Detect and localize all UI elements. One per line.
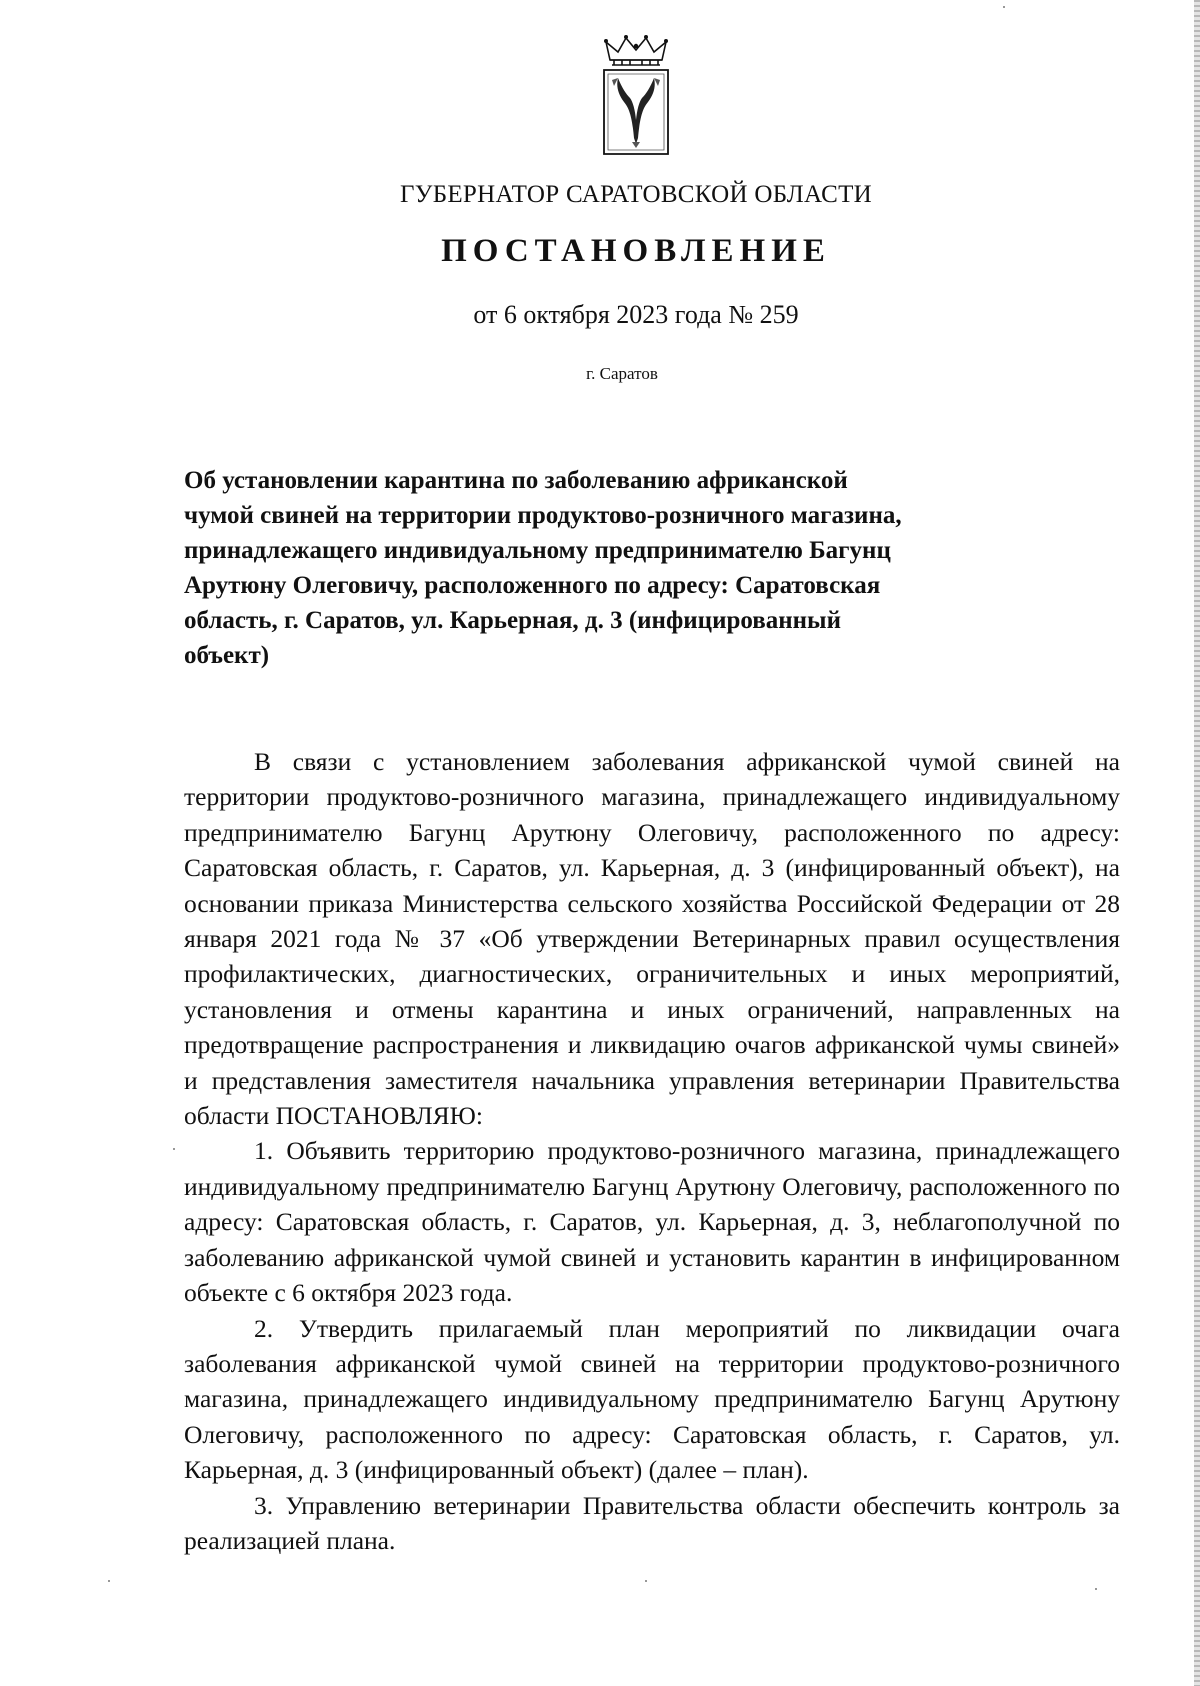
issuing-authority: ГУБЕРНАТОР САРАТОВСКОЙ ОБЛАСТИ <box>399 181 873 208</box>
scan-speck <box>173 1148 175 1150</box>
document-type-title: ПОСТАНОВЛЕНИЕ <box>441 233 831 269</box>
scan-speck <box>1095 1588 1097 1590</box>
scan-speck <box>1003 6 1005 8</box>
preamble-paragraph: В связи с установлением заболевания африканской чумой свиней на территории продуктово-розничного магазина, принадлежащего индивидуальному предпринимателю Багунц Арутюну Олеговичу, расположенного по адресу: Саратовская область, г. Саратов, ул. Карьерная, д. 3 (инфицированный объект), на основании приказа Министерства сельского хозяйства Российской Федерации от 28 января 2021 года № 37 «Об утверждении Ветеринарных правил осуществления профилактических, диагностических, ограничительных и иных мероприятий, установления и отмены карантина и иных ограничений, направленных на предотвращение распространения и ликвидацию очагов африканской чумы свиней» и представления заместителя начальника управления ветеринарии Правительства области ПОСТАНОВЛЯЮ: <box>184 747 1120 1131</box>
clause-1-paragraph: 1. Объявить территорию продуктово-розничного магазина, принадлежащего индивидуальному предпринимателю Багунц Арутюну Олеговичу, расположенного по адресу: Саратовская область, г. Саратов, ул. Карьерная, д. 3, неблагополучной по заболеванию африканской чумой свиней и установить карантин в инфицированном объекте с 6 октября 2023 года. <box>184 1136 1120 1308</box>
clause-2-paragraph: 2. Утвердить прилагаемый план мероприятий по ликвидации очага заболевания африканской чумой свиней на территории продуктово-розничного магазина, принадлежащего индивидуальному предпринимателю Багунц Арутюну Олеговичу, расположенного по адресу: Саратовская область, г. Саратов, ул. Карьерная, д. 3 (инфицированный объект) (далее – план). <box>184 1313 1120 1485</box>
scan-speck <box>645 1580 647 1582</box>
decree-body <box>184 744 1120 1558</box>
clause-3-paragraph: 3. Управлению ветеринарии Правительства области обеспечить контроль за реализацией плана. <box>184 1490 1120 1555</box>
scan-speck <box>108 1580 110 1582</box>
saratov-coat-of-arms-icon <box>596 34 676 162</box>
document-city: г. Саратов <box>586 364 658 383</box>
decree-subject: Об установлении карантина по заболеванию африканской чумой свиней на территории продуктово-розничного магазина, принадлежащего индивидуальному предпринимателю Багунц Арутюну Олеговичу, расположенного по адресу: Саратовская область, г. Саратов, ул. Карьерная, д. 3 (инфицированный объект) <box>184 467 902 669</box>
document-date-number: от 6 октября 2023 года № 259 <box>473 300 799 329</box>
scan-edge-border <box>1194 0 1200 1686</box>
